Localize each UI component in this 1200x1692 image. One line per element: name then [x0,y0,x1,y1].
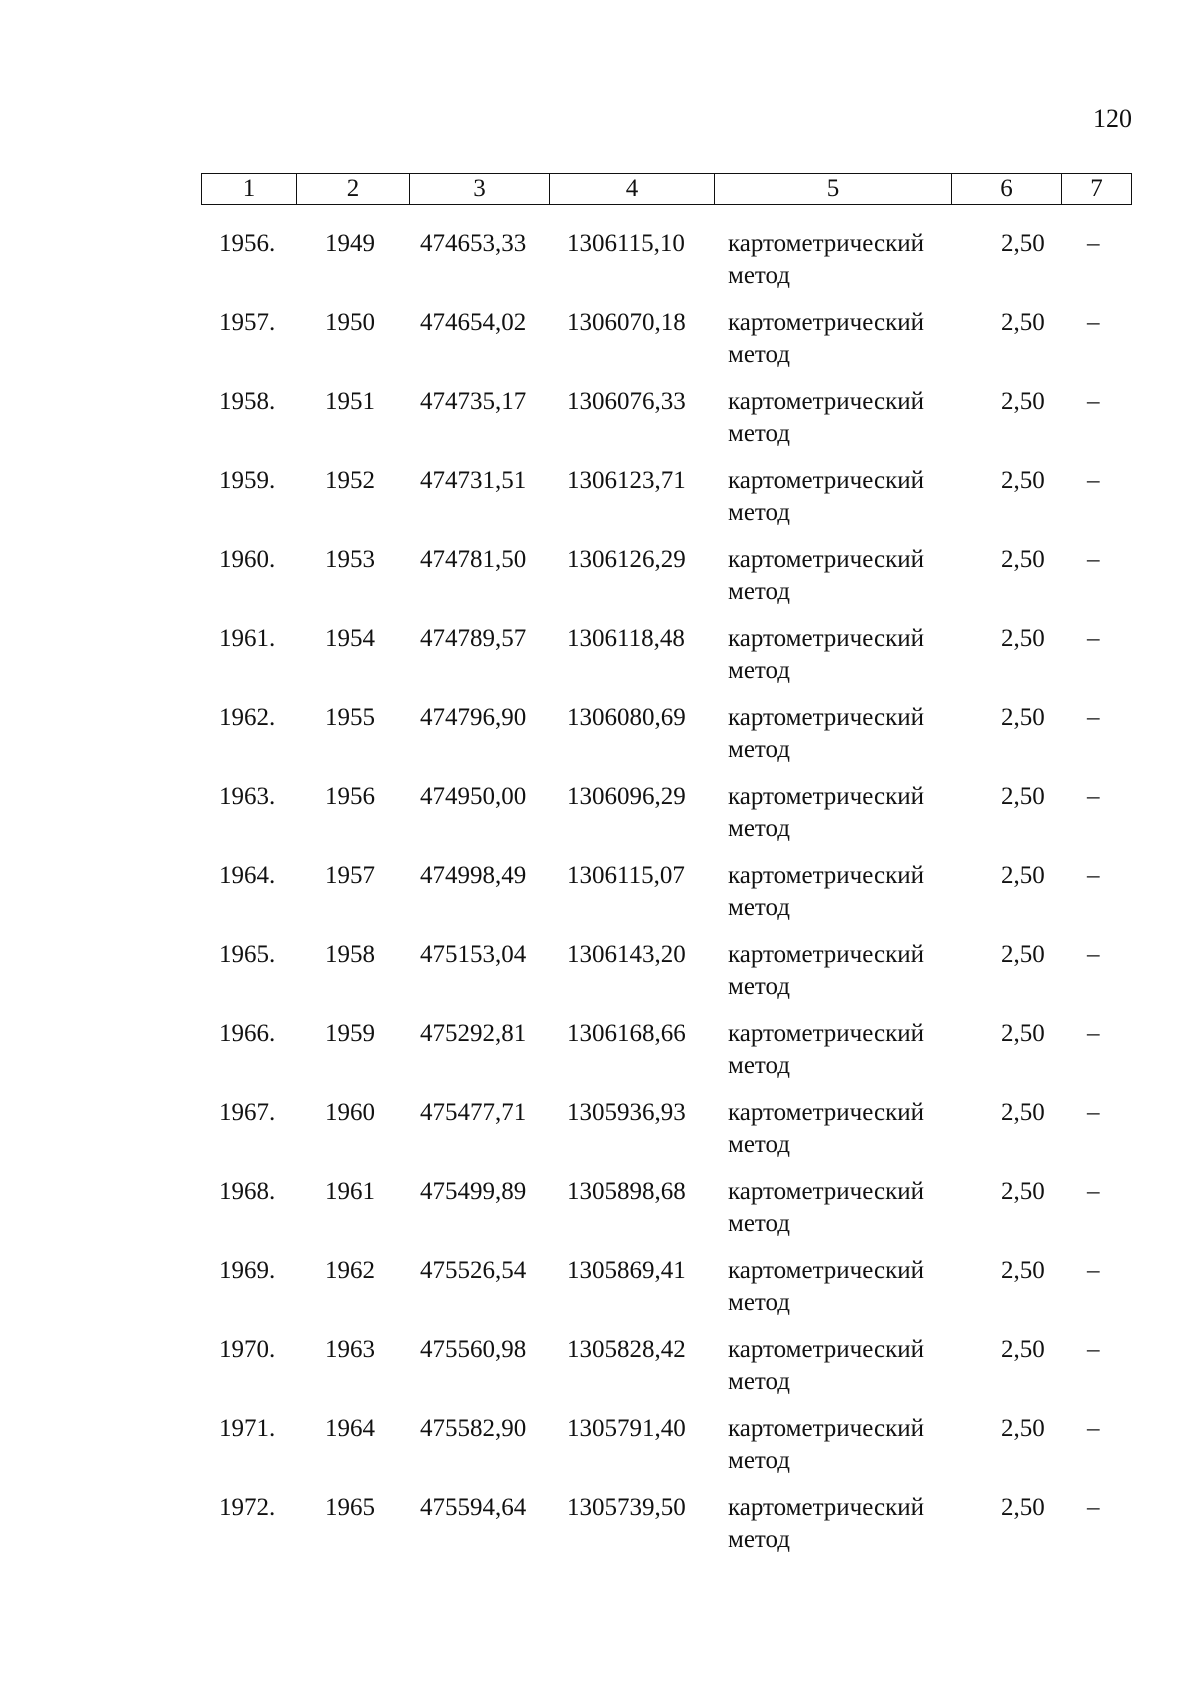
accuracy-value: 2,50 [1001,1099,1045,1126]
note-dash: – [1087,1494,1100,1521]
point-number: 1953 [325,546,375,573]
note-dash: – [1087,704,1100,731]
table-row [201,860,1131,939]
point-number: 1964 [325,1415,375,1442]
determination-method: картометрический метод [728,625,924,684]
determination-method: картометрический метод [728,309,924,368]
table-row [201,1413,1131,1492]
coord-y: 1305869,41 [567,1257,686,1284]
coord-x: 474653,33 [420,230,527,257]
determination-method: картометрический метод [728,388,924,447]
determination-method: картометрический метод [728,1494,924,1553]
point-number: 1960 [325,1099,375,1126]
header-cell-4: 4 [550,174,715,205]
coord-y: 1305739,50 [567,1494,686,1521]
point-number: 1961 [325,1178,375,1205]
point-number: 1959 [325,1020,375,1047]
coord-x: 475526,54 [420,1257,527,1284]
accuracy-value: 2,50 [1001,783,1045,810]
table-row [201,939,1131,1018]
coord-y: 1306070,18 [567,309,686,336]
note-dash: – [1087,546,1100,573]
table-row [201,1492,1131,1571]
point-number: 1952 [325,467,375,494]
header-cell-1: 1 [202,174,297,205]
row-number: 1962. [219,704,276,731]
row-number: 1958. [219,388,276,415]
row-number: 1967. [219,1099,276,1126]
determination-method: картометрический метод [728,1178,924,1237]
coord-y: 1306126,29 [567,546,686,573]
row-number: 1971. [219,1415,276,1442]
coord-y: 1305936,93 [567,1099,686,1126]
row-number: 1970. [219,1336,276,1363]
point-number: 1954 [325,625,375,652]
accuracy-value: 2,50 [1001,1494,1045,1521]
row-number: 1960. [219,546,276,573]
coord-x: 474950,00 [420,783,527,810]
coord-x: 474731,51 [420,467,527,494]
table-row [201,1176,1131,1255]
coord-y: 1306096,29 [567,783,686,810]
row-number: 1963. [219,783,276,810]
point-number: 1950 [325,309,375,336]
accuracy-value: 2,50 [1001,625,1045,652]
note-dash: – [1087,1178,1100,1205]
point-number: 1963 [325,1336,375,1363]
row-number: 1972. [219,1494,276,1521]
note-dash: – [1087,1336,1100,1363]
table-row [201,781,1131,860]
header-row [202,174,1132,205]
note-dash: – [1087,1257,1100,1284]
coord-x: 475153,04 [420,941,527,968]
point-number: 1962 [325,1257,375,1284]
accuracy-value: 2,50 [1001,704,1045,731]
row-number: 1969. [219,1257,276,1284]
column-number-header [201,173,1132,205]
coord-x: 475594,64 [420,1494,527,1521]
accuracy-value: 2,50 [1001,546,1045,573]
table-row [201,1018,1131,1097]
accuracy-value: 2,50 [1001,1415,1045,1442]
coord-y: 1305898,68 [567,1178,686,1205]
row-number: 1961. [219,625,276,652]
coord-x: 475582,90 [420,1415,527,1442]
coord-x: 474735,17 [420,388,527,415]
accuracy-value: 2,50 [1001,1257,1045,1284]
note-dash: – [1087,1415,1100,1442]
coord-x: 474781,50 [420,546,527,573]
determination-method: картометрический метод [728,1099,924,1158]
table-row [201,1334,1131,1413]
table-row [201,465,1131,544]
coordinates-table-body [201,228,1131,1571]
table-row [201,307,1131,386]
determination-method: картометрический метод [728,1020,924,1079]
determination-method: картометрический метод [728,230,924,289]
accuracy-value: 2,50 [1001,309,1045,336]
note-dash: – [1087,467,1100,494]
coord-y: 1306143,20 [567,941,686,968]
row-number: 1964. [219,862,276,889]
determination-method: картометрический метод [728,704,924,763]
row-number: 1956. [219,230,276,257]
coord-x: 474654,02 [420,309,527,336]
note-dash: – [1087,230,1100,257]
determination-method: картометрический метод [728,546,924,605]
accuracy-value: 2,50 [1001,1178,1045,1205]
row-number: 1968. [219,1178,276,1205]
coord-y: 1306076,33 [567,388,686,415]
accuracy-value: 2,50 [1001,941,1045,968]
determination-method: картометрический метод [728,941,924,1000]
coord-x: 475560,98 [420,1336,527,1363]
coord-x: 475477,71 [420,1099,527,1126]
table-row [201,544,1131,623]
table-row [201,386,1131,465]
coord-y: 1306080,69 [567,704,686,731]
determination-method: картометрический метод [728,1415,924,1474]
accuracy-value: 2,50 [1001,1020,1045,1047]
accuracy-value: 2,50 [1001,230,1045,257]
table-row [201,228,1131,307]
accuracy-value: 2,50 [1001,467,1045,494]
page-number: 120 [1093,104,1132,133]
table-row [201,623,1131,702]
header-cell-6: 6 [952,174,1062,205]
point-number: 1951 [325,388,375,415]
header-cell-3: 3 [410,174,550,205]
point-number: 1955 [325,704,375,731]
note-dash: – [1087,1020,1100,1047]
determination-method: картометрический метод [728,1257,924,1316]
note-dash: – [1087,862,1100,889]
note-dash: – [1087,783,1100,810]
row-number: 1959. [219,467,276,494]
note-dash: – [1087,309,1100,336]
coord-x: 474789,57 [420,625,527,652]
row-number: 1957. [219,309,276,336]
header-cell-2: 2 [297,174,410,205]
note-dash: – [1087,941,1100,968]
coord-y: 1305828,42 [567,1336,686,1363]
coord-y: 1306168,66 [567,1020,686,1047]
point-number: 1965 [325,1494,375,1521]
coord-y: 1306115,07 [567,862,685,889]
note-dash: – [1087,1099,1100,1126]
determination-method: картометрический метод [728,1336,924,1395]
table-row [201,1255,1131,1334]
header-cell-7: 7 [1062,174,1132,205]
coord-y: 1306118,48 [567,625,685,652]
coord-x: 475292,81 [420,1020,527,1047]
row-number: 1965. [219,941,276,968]
coord-y: 1306123,71 [567,467,686,494]
determination-method: картометрический метод [728,467,924,526]
determination-method: картометрический метод [728,783,924,842]
note-dash: – [1087,388,1100,415]
coord-y: 1306115,10 [567,230,685,257]
accuracy-value: 2,50 [1001,388,1045,415]
coord-y: 1305791,40 [567,1415,686,1442]
note-dash: – [1087,625,1100,652]
coord-x: 474796,90 [420,704,527,731]
determination-method: картометрический метод [728,862,924,921]
table-row [201,702,1131,781]
accuracy-value: 2,50 [1001,1336,1045,1363]
point-number: 1958 [325,941,375,968]
coord-x: 475499,89 [420,1178,527,1205]
point-number: 1957 [325,862,375,889]
header-cell-5: 5 [715,174,952,205]
point-number: 1949 [325,230,375,257]
table-row [201,1097,1131,1176]
accuracy-value: 2,50 [1001,862,1045,889]
coord-x: 474998,49 [420,862,527,889]
point-number: 1956 [325,783,375,810]
row-number: 1966. [219,1020,276,1047]
